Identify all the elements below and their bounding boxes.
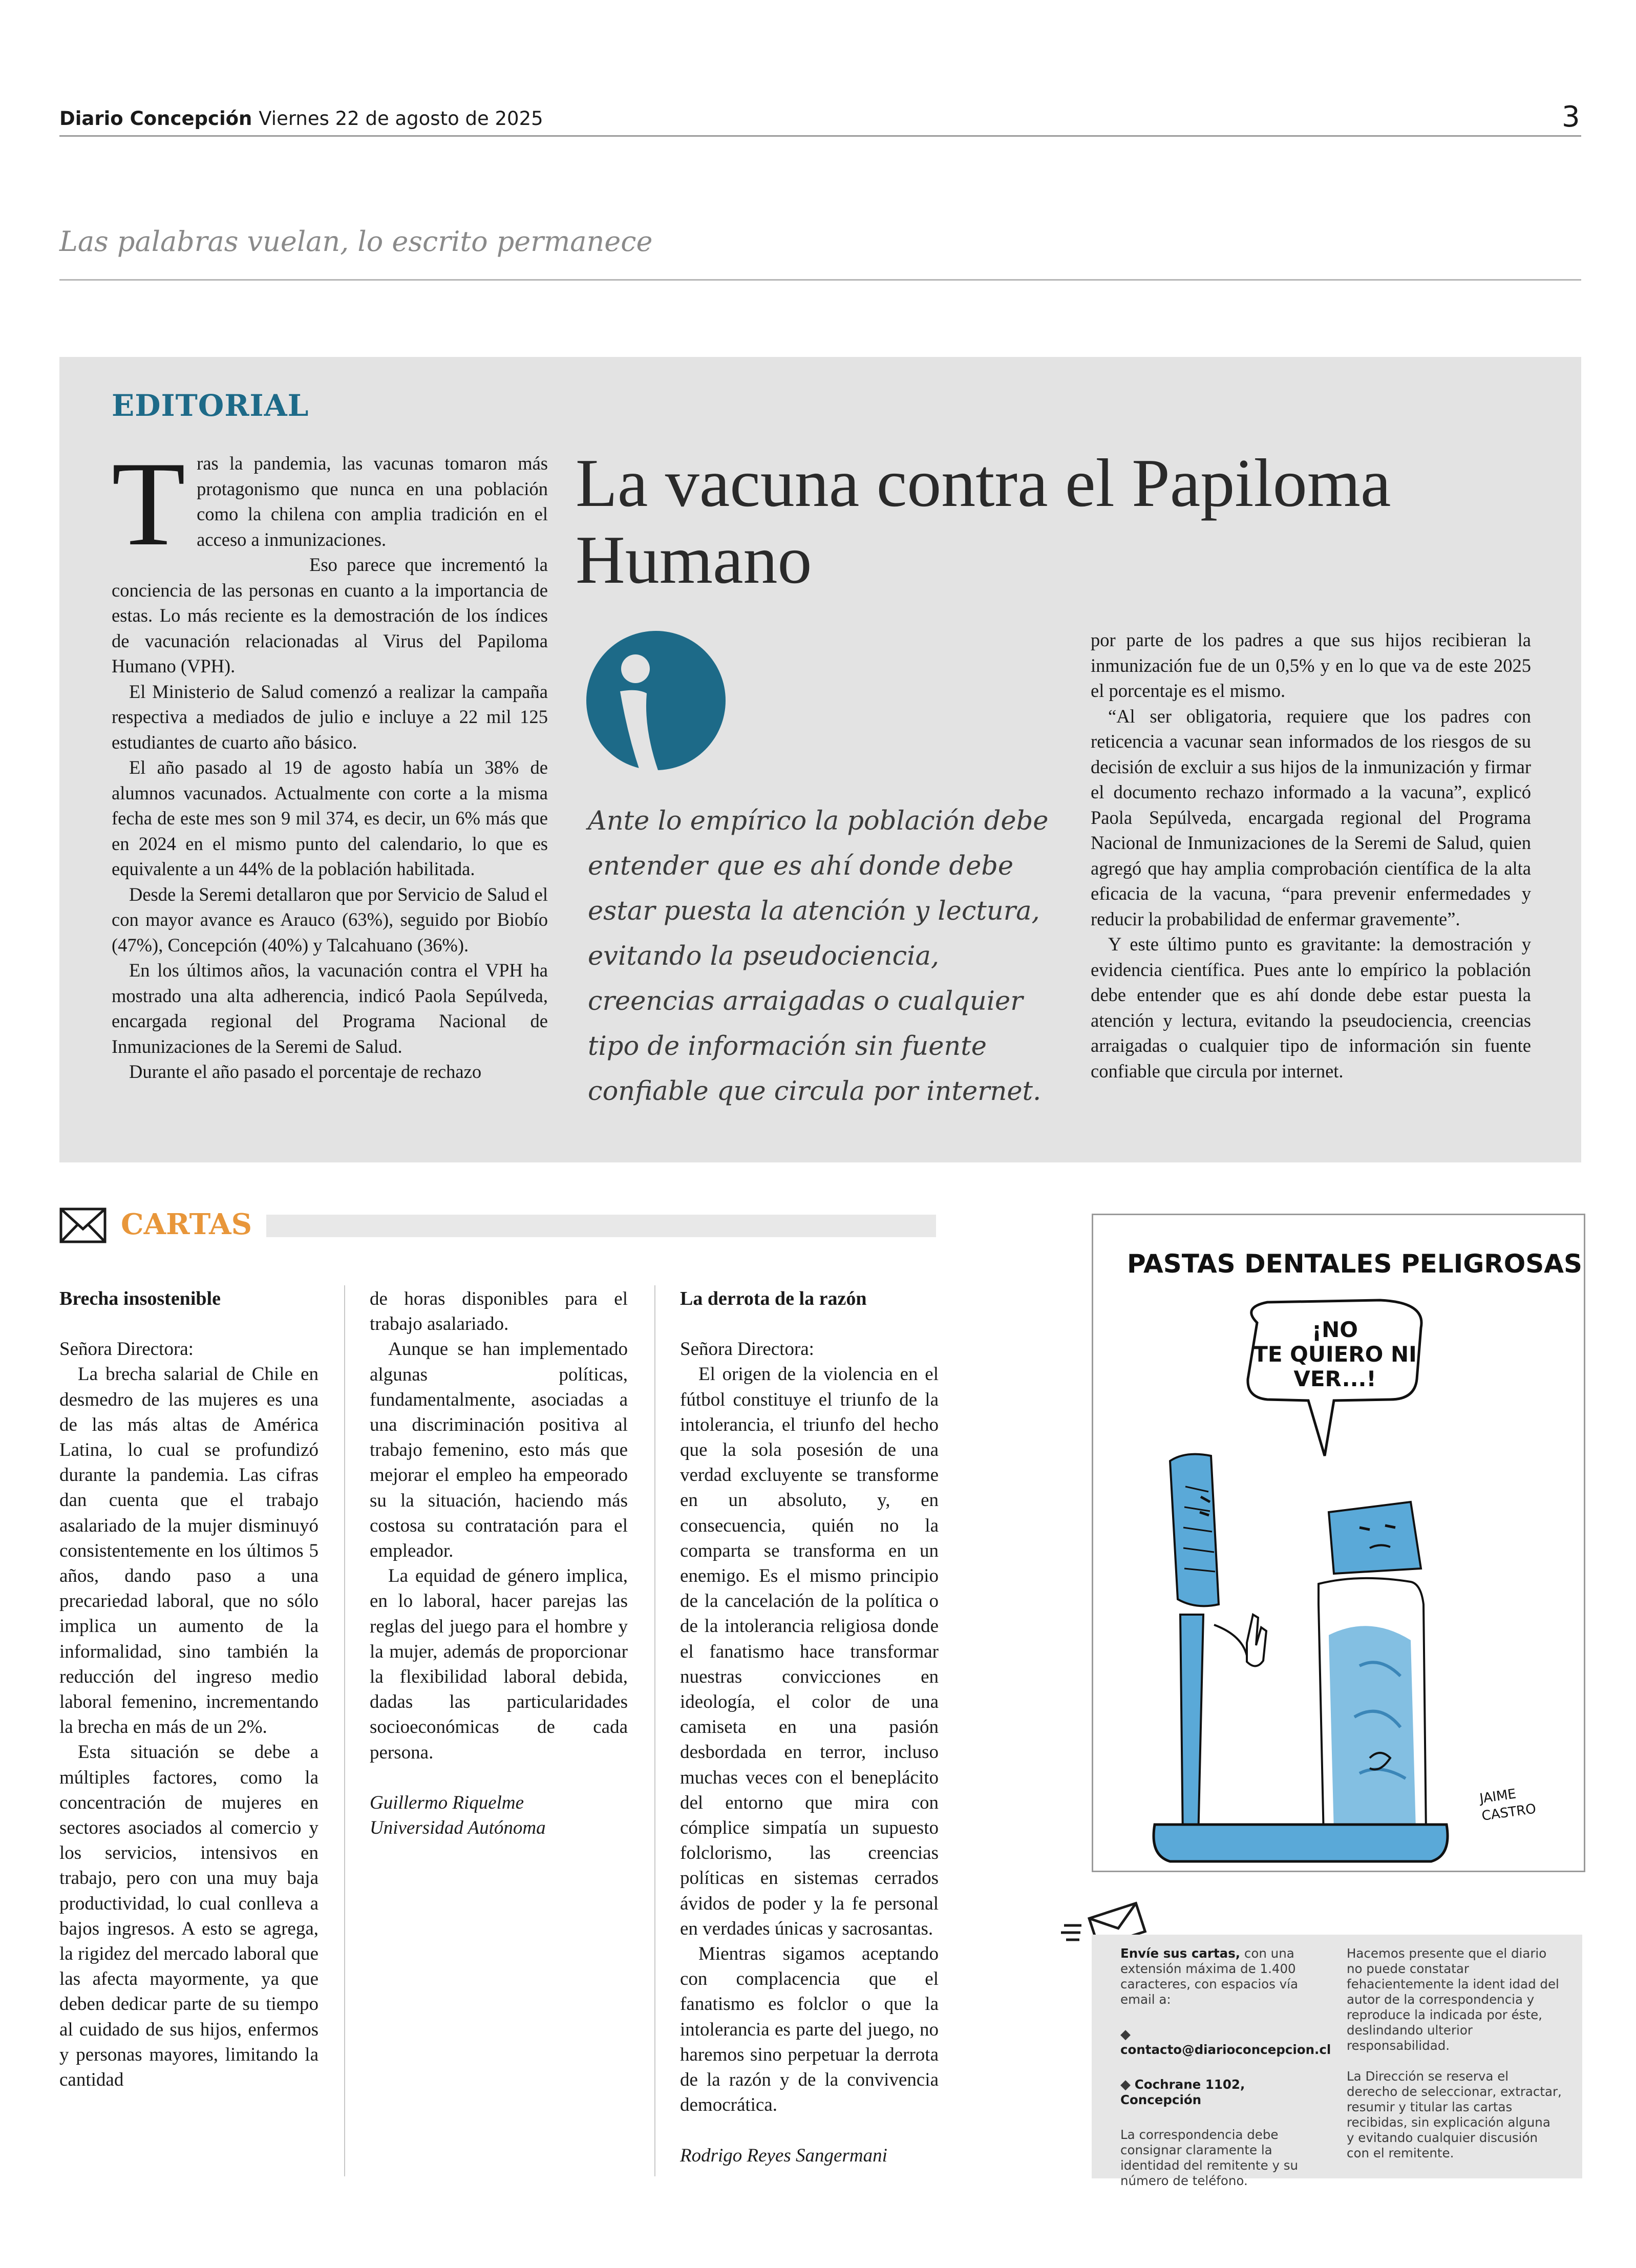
info-right-column: [1347, 1946, 1562, 2161]
cartas-header-bar: [266, 1215, 936, 1237]
info-send-text: con una extensión máxima de 1.400 caracteres, con espacios vía email a:: [1120, 1946, 1298, 2007]
info-icon: [586, 631, 726, 770]
cartoon-panel: [1092, 1214, 1585, 1872]
section-tagline: Las palabras vuelan, lo escrito permanece: [59, 225, 653, 258]
header-rule: [59, 135, 1581, 137]
editorial-paragraph: Eso parece que incrementó la conciencia de las personas en cuanto a la importancia de estas. Lo más reciente es la demostración de los índices de vacunación relacionadas al Virus del Papiloma Humano (VPH).: [112, 554, 548, 676]
editorial-label: EDITORIAL: [112, 388, 309, 423]
page-number: 3: [1562, 100, 1580, 134]
toothpaste-character: [1319, 1502, 1426, 1840]
letter-title: Brecha insostenible: [59, 1288, 221, 1309]
editorial-paragraph: El año pasado al 19 de agosto había un 38% de alumnos vacunados. Actualmente con corte a la misma fecha de este mes son 9 mil 374, es decir, un 6% más que en 2024 en el mismo punto del calendario, lo que es equivalente a un 44% de la población habilitada.: [112, 757, 548, 879]
letter-signature-org: Universidad Autónoma: [370, 1817, 546, 1839]
diamond-icon: ◆: [1120, 2077, 1131, 2092]
letter-paragraph: Esta situación se debe a múltiples factores, como la concentración de mujeres en sectores asociados al comercio y los servicios, intensivos en trabajo, pero con una muy baja productividad, lo cual conlleva a bajos ingresos. A esto se agrega, la rigidez del mercado laboral que las afecta mayormente, ya que deben dedicar parte de su tiempo al cuidado de sus hijos, enfermos y personas mayores, limitando la cantidad: [59, 1742, 318, 2091]
letter-signature-name: Guillermo Riquelme: [370, 1792, 524, 1813]
cartoon-title: PASTAS DENTALES PELIGROSAS: [1127, 1249, 1582, 1279]
cartoonist-signature-2: CASTRO: [1480, 1801, 1537, 1824]
letter-paragraph: Aunque se han implementado algunas políticas, fundamentalmente, asociadas a una discriminación positiva al trabajo femenino, esto más que mejorar el empleo ha empeorado su la situación, haciendo más costosa su contratación para el empleador.: [370, 1339, 628, 1562]
issue-date: Viernes 22 de agosto de 2025: [259, 108, 543, 130]
cartoonist-signature-1: JAIME: [1478, 1786, 1517, 1807]
editorial-paragraph: Y este último punto es gravitante: la demostración y evidencia científica. Pues ante lo empírico la población debe entender que es ahí donde debe estar puesta la atención y lectura, evitando la pseudociencia, creencias arraigadas o cualquier tipo de información sin fuente confiable que circula por internet.: [1091, 934, 1531, 1082]
letter-signature-name: Rodrigo Reyes Sangermani: [680, 2145, 887, 2166]
letter-derrota: [680, 1286, 939, 2168]
letter-paragraph: La equidad de género implica, en lo laboral, hacer parejas las reglas del juego para el hombre y la mujer, además de proporcionar la flexibilidad laboral debida, dadas las particularidades socioeconómicas de cada persona.: [370, 1565, 628, 1763]
column-divider: [344, 1285, 345, 2176]
editorial-paragraph: En los últimos años, la vacunación contra el VPH ha mostrado una alta adherencia, indicó Paola Sepúlveda, encargada regional del Programa Nacional de Inmunizaciones de la Seremi de Salud.: [112, 960, 548, 1057]
letter-brecha-column-2: [370, 1286, 628, 1840]
letter-paragraph: Mientras sigamos aceptando con complacencia que el fanatismo es folclor o que la intolerancia es parte del juego, no haremos sino perpetuar la derrota de la razón y de la convivencia democrática.: [680, 1943, 939, 2116]
letter-brecha-column-1: [59, 1286, 318, 2092]
info-note-left: La correspondencia debe consignar claramente la identidad del remitente y su número de teléfono.: [1120, 2127, 1299, 2188]
letter-greeting: Señora Directora:: [680, 1339, 814, 1360]
envelope-icon: [59, 1207, 107, 1243]
column-divider: [654, 1285, 655, 2176]
letter-title: La derrota de la razón: [680, 1288, 867, 1309]
speech-line-1: ¡NO: [1311, 1317, 1358, 1342]
info-note-right-1: Hacemos presente que el diario no puede constatar fehacientemente la ident idad del autor de la correspondencia y reproduce la indicada por éste, deslindando ulterior responsabilidad.: [1347, 1946, 1559, 2053]
drop-cap: T: [112, 437, 186, 571]
editorial-column-3: [1091, 627, 1531, 1084]
editorial-headline: La vacuna contra el Papiloma Humano: [576, 445, 1391, 598]
speech-line-3: VER...!: [1293, 1366, 1376, 1391]
letter-greeting: Señora Directora:: [59, 1339, 194, 1360]
info-left-column: [1120, 1946, 1331, 2189]
editorial-pull-quote: Ante lo empírico la población debe entender que es ahí donde debe estar puesta la atención y lectura, evitando la pseudociencia, creencias arraigadas o cualquier tipo de información sin fuente confiable que circula por internet.: [588, 806, 1049, 1107]
letter-paragraph: La brecha salarial de Chile en desmedro de las mujeres es una de las más altas de América Latina, lo cual se profundizó durante la pandemia. Las cifras dan cuenta que el trabajo asalariado de la mujer disminuyó consistentemente en los últimos 5 años, dando paso a una precariedad laboral, que no sólo implica un aumento de la informalidad, sino también la reducción del ingreso medio laboral femenino, incrementando la brecha en más de un 2%.: [59, 1364, 318, 1738]
diamond-icon: ◆: [1120, 2027, 1131, 2042]
cartas-label: CARTAS: [121, 1207, 252, 1241]
editorial-paragraph: El Ministerio de Salud comenzó a realizar la campaña respectiva a mediados de julio e incluye a 22 mil 125 estudiantes de cuarto año básico.: [112, 681, 548, 753]
masthead: [59, 108, 543, 130]
editorial-column-1: [112, 437, 548, 1085]
cartoon-illustration: [1093, 1215, 1584, 1871]
editorial-paragraph: “Al ser obligatoria, requiere que los padres con reticencia a vacunar sean informados de los riesgos de su decisión de excluir a sus hijos de la inmunización y firmar el documento rechazo informado a la vacuna”, explicó Paola Sepúlveda, encargada regional del Programa Nacional de Inmunizaciones de la Seremi de Salud, quien agregó que hay amplia comprobación científica de la alta eficacia de la vacuna, “para prevenir enfermedades y reducir la probabilidad de enfermar gravemente”.: [1091, 705, 1531, 929]
brand-name: Diario Concepción: [59, 108, 252, 130]
cup: [1154, 1825, 1448, 1861]
tagline-rule: [59, 279, 1581, 281]
toothbrush-character: [1170, 1454, 1266, 1840]
letter-paragraph: El origen de la violencia en el fútbol constituye el triunfo de la intolerancia, el triunfo del hecho que la sola posesión de una verdad excluyente se transforme en un absoluto, y, en consecuencia, quién no la comparta se transforma en un enemigo. Es el mismo principio de la cancelación de la política o de la intolerancia religiosa donde el fanatismo hace transformar nuestras convicciones en ideología, el color de una camiseta en una pasión desbordada en terror, incluso muchas veces con el beneplácito del entorno que mira con cómplice simpatía un supuesto folclorismo, las creencias políticas en sistemas cerrados ávidos de poder y la fe personal en verdades únicas y sacrosantas.: [680, 1364, 939, 1939]
speech-line-2: TE QUIERO NI: [1253, 1342, 1417, 1367]
info-send-title: Envíe sus cartas,: [1120, 1946, 1241, 1961]
info-note-right-2: La Dirección se reserva el derecho de seleccionar, extractar, resumir y titular las cartas recibidas, sin explicación alguna y evitando cualquier discusión con el remitente.: [1347, 2069, 1562, 2160]
editorial-paragraph: Desde la Seremi detallaron que por Servicio de Salud el con mayor avance es Arauco (63%), seguido por Biobío (47%), Concepción (40%) y Talcahuano (36%).: [112, 883, 548, 956]
editorial-paragraph: por parte de los padres a que sus hijos recibieran la inmunización fue de un 0,5% y en lo que va de este 2025 el porcentaje es el mismo.: [1091, 629, 1531, 701]
editorial-paragraph: ras la pandemia, las vacunas tomaron más protagonismo que nunca en una población como la chilena con amplia tradición en el acceso a inmunizaciones.: [197, 453, 548, 550]
editorial-paragraph: Durante el año pasado el porcentaje de rechazo: [129, 1061, 482, 1082]
letter-paragraph: de horas disponibles para el trabajo asalariado.: [370, 1288, 628, 1335]
info-email[interactable]: contacto@diarioconcepcion.cl: [1120, 2042, 1331, 2057]
info-address: Cochrane 1102, Concepción: [1120, 2077, 1245, 2107]
